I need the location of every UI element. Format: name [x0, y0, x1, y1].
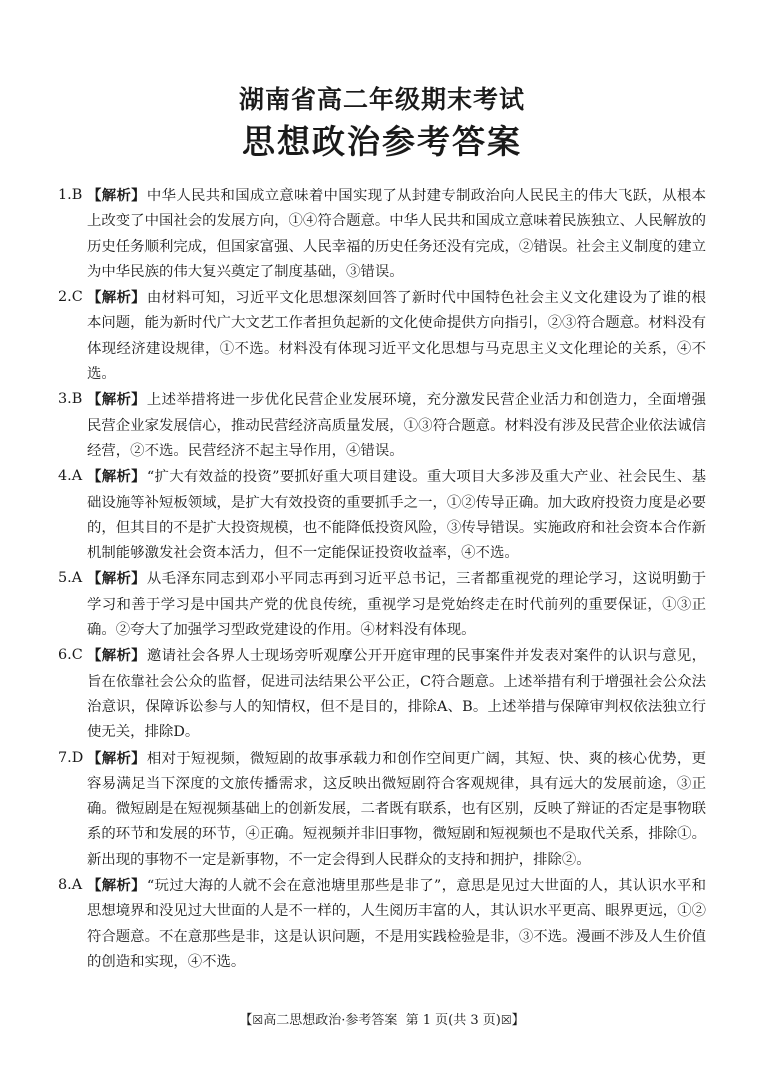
analysis-text: 由材料可知，习近平文化思想深刻回答了新时代中国特色社会主义文化建设为了谁的根本问题，能为新时代广大文艺工作者担负起新的文化使命提供方向指引，②③符合题意。材料没有体现经济建设规律，①不选。材料没有体现习近平文化思想与马克思主义文化理论的关系，④不选。: [87, 290, 706, 383]
question-number: 4.A: [58, 468, 83, 485]
answer-letter: A: [71, 468, 83, 485]
answer-letter: C: [71, 289, 83, 306]
exam-mark-icon: ☒: [252, 1013, 264, 1027]
analysis-tag: 【解析】: [87, 749, 146, 767]
analysis-tag: 【解析】: [87, 570, 146, 588]
question-list: [58, 183, 706, 975]
page-footer: 【☒高二思想政治·参考答案 第 1 页(共 3 页)☒】: [239, 1013, 525, 1028]
analysis-text: 中华人民共和国成立意味着中国实现了从封建专制政治向人民民主的伟大飞跃，从根本上改变了中国社会的发展方向，①④符合题意。中华人民共和国成立意味着民族独立、人民解放的历史任务顺利完成，但国家富强、人民幸福的历史任务还没有完成，②错误。社会主义制度的建立为中华民族的伟大复兴奠定了制度基础，③错误。: [87, 188, 706, 280]
question-number: 8.A: [58, 877, 83, 894]
analysis-tag: 【解析】: [87, 468, 146, 486]
answer-letter: C: [71, 647, 83, 664]
exam-title: 湖南省高二年级期末考试: [238, 85, 525, 114]
analysis-text: 相对于短视频，微短剧的故事承载力和创作空间更广阔，其短、快、爽的核心优势，更容易满足当下深度的文旅传播需求，这反映出微短剧符合客观规律，具有远大的发展前途，③正确。微短剧是在短视频基础上的创新发展，二者既有联系，也有区别，反映了辩证的否定是事物联系的环节和发展的环节，④正确。短视频并非旧事物，微短剧和短视频也不是取代关系，排除①。新出现的事物不一定是新事物，不一定会得到人民群众的支持和拥护，排除②。: [87, 750, 706, 868]
question-number: 5.A: [58, 570, 83, 587]
analysis-text: 上述举措将进一步优化民营企业发展环境，充分激发民营企业活力和创造力，全面增强民营企业家发展信心，推动民营经济高质量发展，①③符合题意。材料没有涉及民营企业依法诚信经营，②不选。民营经济不起主导作用，④错误。: [87, 392, 706, 459]
analysis-tag: 【解析】: [87, 391, 146, 409]
question-item: [58, 643, 706, 745]
answer-letter: A: [71, 877, 83, 894]
question-number: 7.D: [58, 749, 84, 766]
analysis-tag: 【解析】: [87, 647, 146, 665]
analysis-tag: 【解析】: [87, 187, 146, 204]
question-item: [58, 183, 706, 285]
exam-mark-icon: ☒: [500, 1013, 512, 1027]
analysis-text: 从毛泽东同志到邓小平同志再到习近平总书记，三者都重视党的理论学习，这说明勤于学习和善于学习是中国共产党的优良传统，重视学习是党始终走在时代前列的重要保证，①③正确。②夸大了加强学习型政党建设的作用。④材料没有体现。: [87, 571, 706, 639]
question-number: 6.C: [58, 647, 83, 664]
question-item: [58, 464, 706, 566]
footer-label: 高二思想政治·参考答案: [263, 1013, 398, 1028]
question-number: 2.C: [58, 289, 83, 306]
question-number: 1.B: [58, 187, 83, 203]
analysis-text: “玩过大海的人就不会在意池塘里那些是非了”，意思是见过大世面的人，其认识水平和思想境界和没见过大世面的人是不一样的，人生阅历丰富的人，其认识水平更高、眼界更远，①②符合题意。不在意那些是非，这是认识问题，不是用实践检验是非，③不选。漫画不涉及人生价值的创造和实现，④不选。: [87, 878, 706, 970]
answer-letter: B: [71, 391, 83, 408]
analysis-text: 邀请社会各界人士现场旁听观摩公开开庭审理的民事案件并发表对案件的认识与意见，旨在依靠社会公众的监督，促进司法结果公平公正，C符合题意。上述举措有利于增强社会公众法治意识，保障诉讼参与人的知情权，但不是目的，排除A、B。上述举措与保障审判权依法独立行使无关，排除D。: [87, 648, 706, 741]
question-number: 3.B: [58, 391, 83, 408]
answer-key-title: 思想政治参考答案: [242, 122, 522, 161]
question-item: [58, 566, 706, 643]
answer-letter: D: [71, 749, 84, 766]
analysis-tag: 【解析】: [87, 877, 146, 895]
question-item: [58, 285, 706, 387]
question-item: [58, 746, 706, 873]
answer-letter: B: [71, 187, 83, 203]
page-number: 第 1 页(共 3 页): [405, 1013, 501, 1028]
question-item: [58, 387, 706, 464]
question-item: [58, 873, 706, 975]
answer-letter: A: [71, 570, 83, 587]
analysis-text: “扩大有效益的投资”要抓好重大项目建设。重大项目大多涉及重大产业、社会民生、基础设施等补短板领域，是扩大有效投资的重要抓手之一，①②传导正确。加大政府投资力度是必要的，但其目的不是扩大投资规模，也不能降低投资风险，③传导错误。实施政府和社会资本合作新机制能够激发社会资本活力，但不一定能保证投资收益率，④不选。: [87, 469, 706, 562]
analysis-tag: 【解析】: [87, 289, 146, 307]
